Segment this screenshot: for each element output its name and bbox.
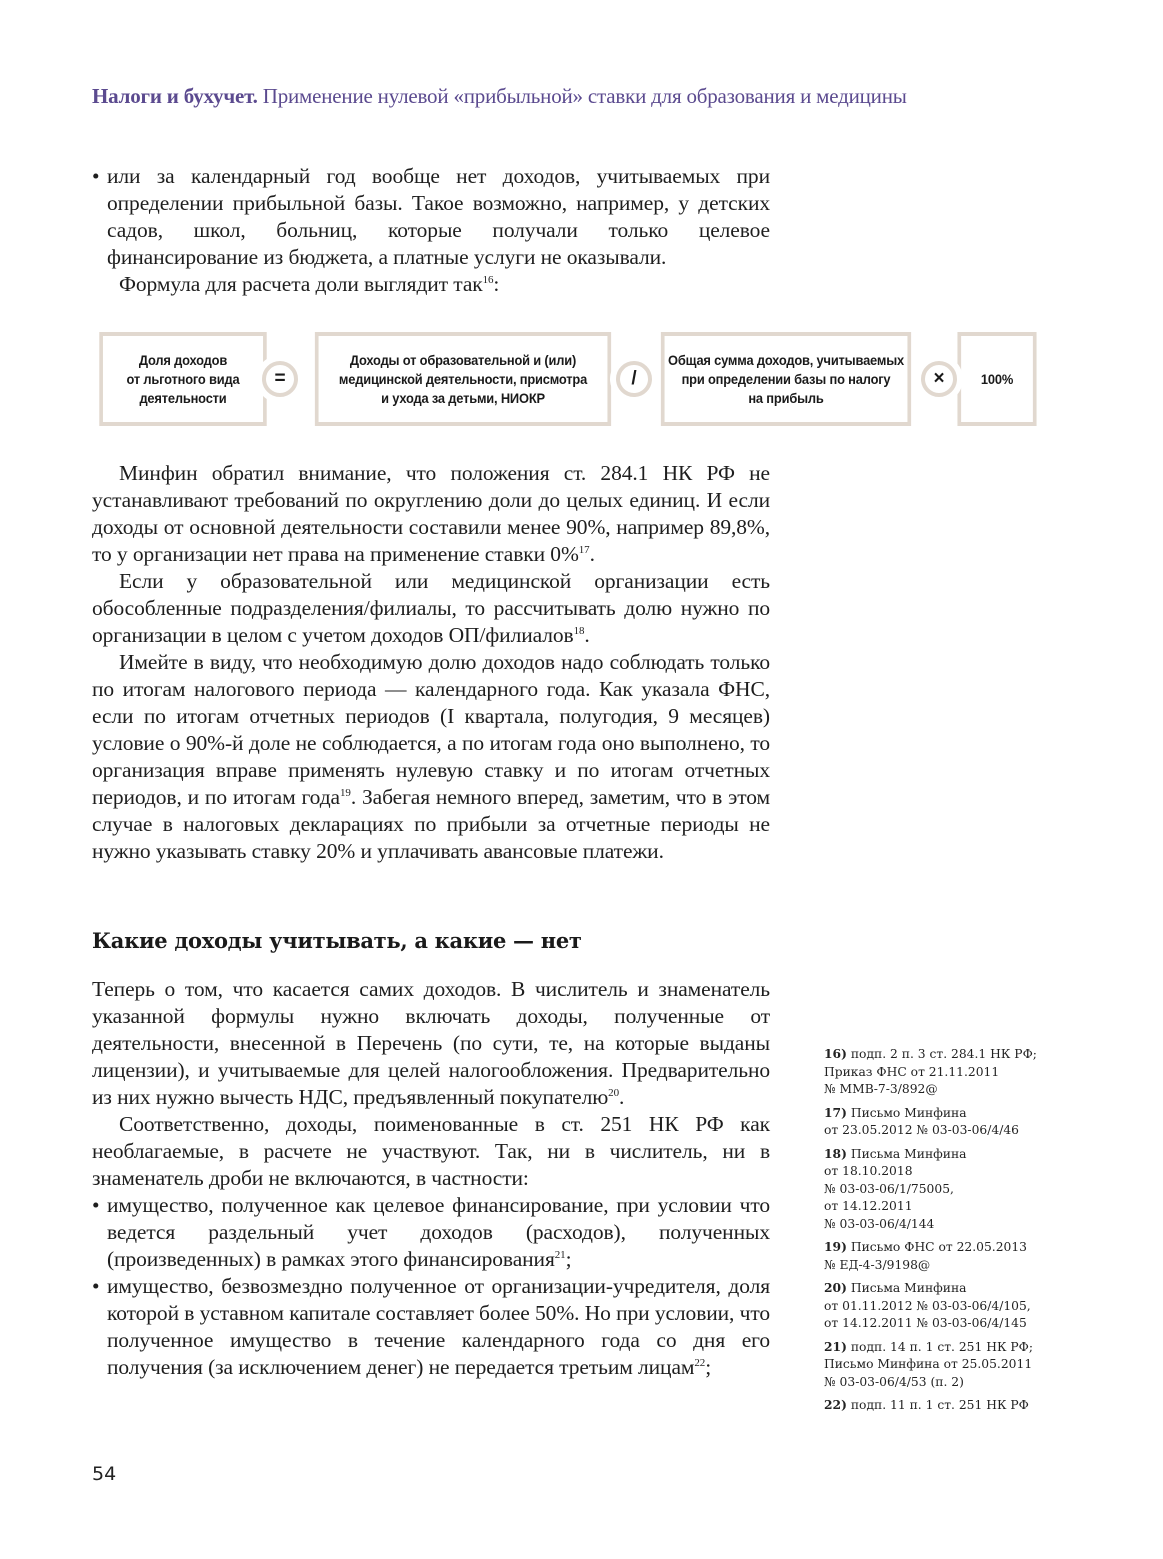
formula-result-box: Доля доходов от льготного вида деятельности	[99, 332, 266, 426]
running-head-title: Применение нулевой «прибыльной» ставки для образования и медицины	[262, 84, 907, 108]
footnote-22: 22) подп. 11 п. 1 ст. 251 НК РФ	[824, 1397, 1029, 1412]
divide-icon: /	[616, 361, 652, 397]
paragraph-rounding: Минфин обратил внимание, что положения ст. 284.1 НК РФ не устанавливают требований по округлению доли до целых единиц. И если доходы от основной деятельности составили менее 90%, например 89,8%, то у организации нет права на применение ставки 0%$^{17}$.	[92, 461, 770, 566]
bullet-founder-property: • имущество, безвозмездно полученное от организации-учредителя, доля которой в уставном капитале составляет более 50%. Но при условии, что полученное имущество в течение календарного года со дня его получения (за исключением денег) не передается третьим лицам$^{22}$;	[92, 1273, 770, 1381]
running-head	[92, 84, 907, 109]
paragraph-tax-period: Имейте в виду, что необходимую долю доходов надо соблюдать только по итогам налогового периода — календарного года. Как указала ФНС, если по итогам отчетных периодов (I квартала, полугодия, 9 месяцев) условие о 90%-й доле не соблюдается, а по итогам года оно выполнено, то организация вправе применять нулевую ставку и по итогам отчетных периодов, и по итогам года$^{19}$. Забегая немного вперед, заметим, что в этом случае в налоговых декларациях по прибыли за отчетные периоды не нужно указывать ставку 20% и уплачивать авансовые платежи.	[92, 650, 770, 863]
footnote-ref[interactable]: 18	[573, 625, 585, 637]
footnotes	[824, 1045, 1059, 1420]
footnote-ref[interactable]: 21	[554, 1249, 566, 1261]
footnote-18: 18) Письма Минфина от 18.10.2018 № 03-03-06/1/75005, от 14.12.2011 № 03-03-06/4/144	[824, 1145, 967, 1231]
footnote-ref[interactable]: 16	[482, 274, 494, 286]
formula-denominator-box: Общая сумма доходов, учитываемых при определении базы по налогу на прибыль	[661, 332, 911, 426]
footnote-ref[interactable]: 20	[608, 1087, 619, 1099]
paragraph-exempt: Соответственно, доходы, поименованные в ст. 251 НК РФ как необлагаемые, в расчете не участвуют. Так, ни в числитель, ни в знаменатель дроби не включаются, в частности:	[92, 1112, 770, 1190]
paragraph-branches: Если у образовательной или медицинской организации есть обособленные подразделения/филиалы, то рассчитывать долю нужно по организации в целом с учетом доходов ОП/филиалов$^{18}$.	[92, 569, 770, 647]
page-number: 54	[92, 1463, 117, 1485]
footnote-20: 20) Письма Минфина от 01.11.2012 № 03-03-06/4/105, от 14.12.2011 № 03-03-06/4/145	[824, 1280, 1031, 1330]
formula-numerator-box: Доходы от образовательной и (или) медицинской деятельности, присмотра и ухода за детьми, НИОКР	[315, 332, 611, 426]
text-block-2	[92, 460, 770, 865]
footnote-ref[interactable]: 22	[694, 1357, 706, 1369]
multiply-icon: ×	[921, 361, 957, 397]
running-head-section: Налоги и бухучет.	[92, 84, 258, 108]
footnote-19: 19) Письмо ФНС от 22.05.2013 № ЕД-4-3/9198@	[824, 1239, 1028, 1272]
bullet-targeted-funding: • имущество, полученное как целевое финансирование, при условии что ведется раздельный учет доходов (расходов), полученных (произведенных) в рамках этого финансирования$^{21}$;	[92, 1192, 770, 1273]
footnote-16: 16) подп. 2 п. 3 ст. 284.1 НК РФ; Приказ ФНС от 21.11.2011 № ММВ-7-3/892@	[824, 1046, 1037, 1096]
formula-intro: Формула для расчета доли выглядит так$^{16}$:	[119, 272, 500, 296]
bullet-no-income: • или за календарный год вообще нет доходов, учитываемых при определении прибыльной базы. Такое возможно, например, у детских садов, школ, больниц, которые получали только целевое финансирование из бюджета, а платные услуги не оказывали.	[92, 163, 770, 271]
paragraph-incomes: Теперь о том, что касается самих доходов. В числитель и знаменатель указанной формулы нужно включать доходы, полученные от деятельности, внесенной в Перечень (по сути, те, на которые выданы лицензии), и учитываемые для целей налогообложения. Предварительно из них нужно вычесть НДС, предъявленный покупателю$^{20}$.	[92, 977, 770, 1109]
formula-diagram	[92, 332, 1040, 426]
equals-icon: =	[262, 361, 298, 397]
section-heading: Какие доходы учитывать, а какие — нет	[92, 928, 582, 953]
footnote-17: 17) Письмо Минфина от 23.05.2012 № 03-03-06/4/46	[824, 1104, 1019, 1137]
text-block-3	[92, 976, 770, 1381]
footnote-21: 21) подп. 14 п. 1 ст. 251 НК РФ; Письмо Минфина от 25.05.2011 № 03-03-06/4/53 (п. 2)	[824, 1338, 1034, 1389]
text-block-1	[92, 163, 770, 298]
footnote-ref[interactable]: 19	[340, 787, 351, 799]
formula-factor-box: 100%	[957, 332, 1036, 426]
footnote-ref[interactable]: 17	[578, 544, 590, 556]
